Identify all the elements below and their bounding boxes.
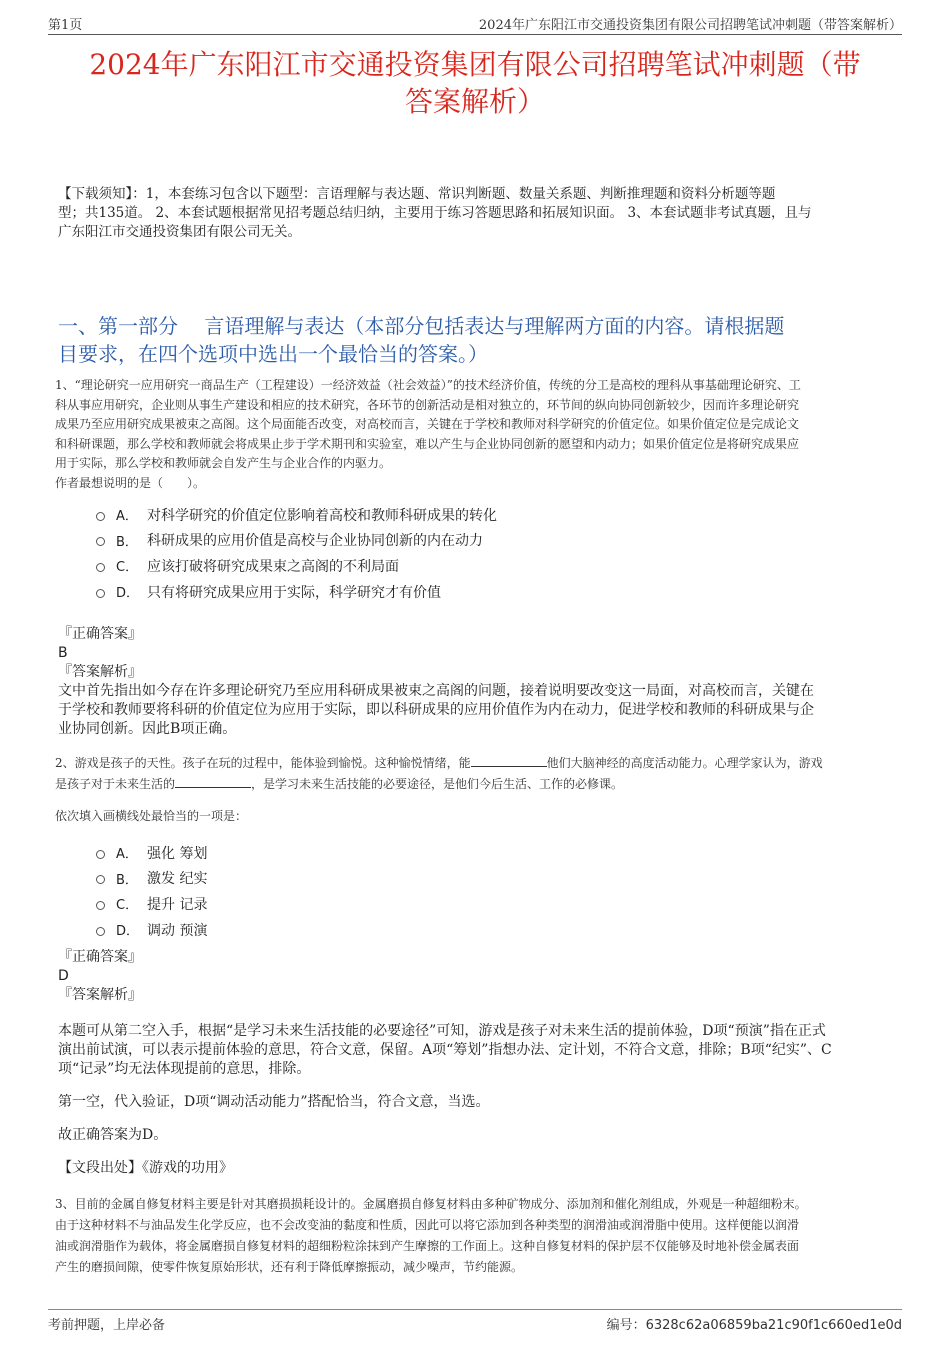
option-b[interactable] <box>96 528 497 554</box>
question-2-stem <box>55 753 898 795</box>
question-line: 成果乃至应用研究成果被束之高阁。这个局面能否改变，对高校而言，关键在于学校和教师对科学研究的价值定位。如果价值定位是完成论文 <box>55 417 800 431</box>
download-notice <box>58 185 895 242</box>
answer-value: D <box>58 968 69 984</box>
question-3-stem <box>55 1194 898 1278</box>
analysis-line: 文中首先指出如今存在许多理论研究乃至应用科研成果被束之高阁的问题，接着说明要改变这一局面，对高校而言，关键在 <box>58 683 814 699</box>
option-d[interactable] <box>96 579 497 605</box>
question-line: 2、游戏是孩子的天性。孩子在玩的过程中，能体验到愉悦。这种愉悦情绪，能 他们大脑神经的高度活动能力。心理学家认为，游戏 <box>55 756 823 770</box>
option-text: 对科学研究的价值定位影响着高校和教师科研成果的转化 <box>147 507 497 524</box>
radio-icon[interactable] <box>96 901 105 910</box>
option-letter: B． <box>116 872 138 888</box>
page-header <box>48 14 902 34</box>
option-letter: C． <box>116 560 139 576</box>
radio-icon[interactable] <box>96 537 105 546</box>
question-2-analysis <box>58 1022 898 1079</box>
analysis-line: 业协同创新。因此B项正确。 <box>58 721 237 737</box>
option-letter: A． <box>116 847 138 863</box>
option-letter: B． <box>116 534 138 550</box>
header-doc-title: 2024年广东阳江市交通投资集团有限公司招聘笔试冲刺题（带答案解析） <box>478 18 902 33</box>
question-1-stem <box>55 376 898 493</box>
footer-divider <box>48 1309 902 1310</box>
question-2-source: 【文段出处】《游戏的功用》 <box>58 1160 233 1176</box>
question-2-verify: 第一空，代入验证，D项“调动活动能力”搭配恰当，符合文意，当选。 <box>58 1094 490 1110</box>
analysis-line: 于学校和教师要将科研的价值定位为应用于实际，即以科研成果的应用价值作为内在动力，促进学校和教师的科研成果与企 <box>58 702 814 718</box>
footer-code: 编号：6328c62a06859ba21c90f1c660ed1e0d <box>606 1318 902 1333</box>
option-a[interactable] <box>96 502 497 528</box>
notice-line: 广东阳江市交通投资集团有限公司无关。 <box>58 224 301 240</box>
answer-value: B <box>58 645 68 661</box>
header-divider <box>48 34 902 35</box>
radio-icon[interactable] <box>96 512 105 521</box>
question-2-options <box>96 840 207 942</box>
option-text: 提升 记录 <box>147 896 208 913</box>
question-1-options <box>96 502 497 604</box>
option-c[interactable] <box>96 891 207 917</box>
answer-label: 『正确答案』 <box>58 626 142 642</box>
option-text: 强化 筹划 <box>147 845 208 862</box>
analysis-label: 『答案解析』 <box>58 987 142 1003</box>
option-text: 调动 预演 <box>147 922 208 939</box>
option-letter: C． <box>116 898 139 914</box>
option-text: 激发 纪实 <box>147 871 208 888</box>
notice-line: 型；共135道。 2、本套试题根据常见招考题总结归纳，主要用于练习答题思路和拓展知识面。 3、本套试题非考试真题，且与 <box>58 205 812 221</box>
section-heading <box>58 312 895 368</box>
question-line: 是孩子对于未来生活的 ，是学习未来生活技能的必要途径，是他们今后生活、工作的必修课。 <box>55 777 624 791</box>
option-text: 科研成果的应用价值是高校与企业协同创新的内在动力 <box>147 533 483 550</box>
option-b[interactable] <box>96 866 207 892</box>
question-line: 产生的磨损间隙，使零件恢复原始形状，还有利于降低摩擦振动，减少噪声，节约能源。 <box>55 1260 524 1274</box>
question-1-answer <box>58 625 898 739</box>
fill-blank[interactable] <box>175 775 251 788</box>
question-line: 油或润滑脂作为载体，将金属磨损自修复材料的超细粉粒涂抹到产生摩擦的工作面上。这种自修复材料的保护层不仅能够及时地补偿金属表面 <box>55 1239 800 1253</box>
option-a[interactable] <box>96 840 207 866</box>
question-2-answer <box>58 948 898 1005</box>
document-title <box>48 46 902 120</box>
option-letter: A． <box>116 509 138 525</box>
option-c[interactable] <box>96 553 497 579</box>
radio-icon[interactable] <box>96 563 105 572</box>
question-line: 科从事应用研究，企业则从事生产建设和相应的技术研究，各环节的创新活动是相对独立的，环节间的纵向协同创新较少，因而许多理论研究 <box>55 397 800 412</box>
question-line: 1、“理论研究一应用研究一商品生产（工程建设）一经济效益（社会效益）”的技术经济价值，传统的分工是高校的理科从事基础理论研究、工 <box>55 378 801 392</box>
radio-icon[interactable] <box>96 875 105 884</box>
option-letter: D． <box>116 586 140 602</box>
question-line: 作者最想说明的是（ ）。 <box>55 475 206 490</box>
footer-slogan: 考前押题，上岸必备 <box>48 1318 166 1333</box>
option-text: 只有将研究成果应用于实际，科学研究才有价值 <box>147 584 441 601</box>
question-line: 和科研课题，那么学校和教师就会将成果止步于学术期刊和实验室，难以产生与企业协同创新的愿望和内动力；如果价值定位是将研究成果应 <box>55 436 800 451</box>
fill-blank[interactable] <box>471 754 547 767</box>
section-heading-line: 一、第一部分 言语理解与表达（本部分包括表达与理解两方面的内容。请根据题 <box>58 314 785 338</box>
analysis-line: 本题可从第二空入手，根据“是学习未来生活技能的必要途径”可知，游戏是孩子对未来生活的提前体验，D项“预演”指在正式 <box>58 1023 826 1039</box>
radio-icon[interactable] <box>96 589 105 598</box>
notice-line: 【下载须知】：1，本套练习包含以下题型：言语理解与表达题、常识判断题、数量关系题、判断推理题和资料分析题等题 <box>58 186 776 202</box>
title-line-2: 答案解析） <box>404 85 545 118</box>
analysis-line: 项“记录”均无法体现提前的意思，排除。 <box>58 1061 311 1077</box>
page-number: 第1页 <box>48 18 83 33</box>
question-2-prompt: 依次填入画横线处最恰当的一项是： <box>55 809 248 823</box>
section-heading-line: 目要求，在四个选项中选出一个最恰当的答案。） <box>58 342 488 366</box>
question-line: 由于这种材料不与油品发生化学反应，也不会改变油的黏度和性质，因此可以将它添加到各种类型的润滑油或润滑脂中使用。这样便能以润滑 <box>55 1218 800 1232</box>
analysis-label: 『答案解析』 <box>58 664 142 680</box>
option-text: 应该打破将研究成果束之高阁的不利局面 <box>147 558 399 575</box>
question-2-conclusion: 故正确答案为D。 <box>58 1127 168 1143</box>
question-line: 3、目前的金属自修复材料主要是针对其磨损损耗设计的。金属磨损自修复材料由多种矿物成分、添加剂和催化剂组成，外观是一种超细粉末。 <box>55 1197 807 1211</box>
analysis-line: 演出前试演，可以表示提前体验的意思，符合文意，保留。A项“筹划”指想办法、定计划，不符合文意，排除；B项“纪实”、C <box>58 1042 832 1058</box>
title-line-1: 2024年广东阳江市交通投资集团有限公司招聘笔试冲刺题（带 <box>89 48 861 81</box>
answer-label: 『正确答案』 <box>58 949 142 965</box>
option-letter: D． <box>116 924 140 940</box>
question-line: 用于实际，那么学校和教师就会自发产生与企业合作的内驱力。 <box>55 456 392 470</box>
option-d[interactable] <box>96 917 207 943</box>
radio-icon[interactable] <box>96 850 105 859</box>
radio-icon[interactable] <box>96 927 105 936</box>
